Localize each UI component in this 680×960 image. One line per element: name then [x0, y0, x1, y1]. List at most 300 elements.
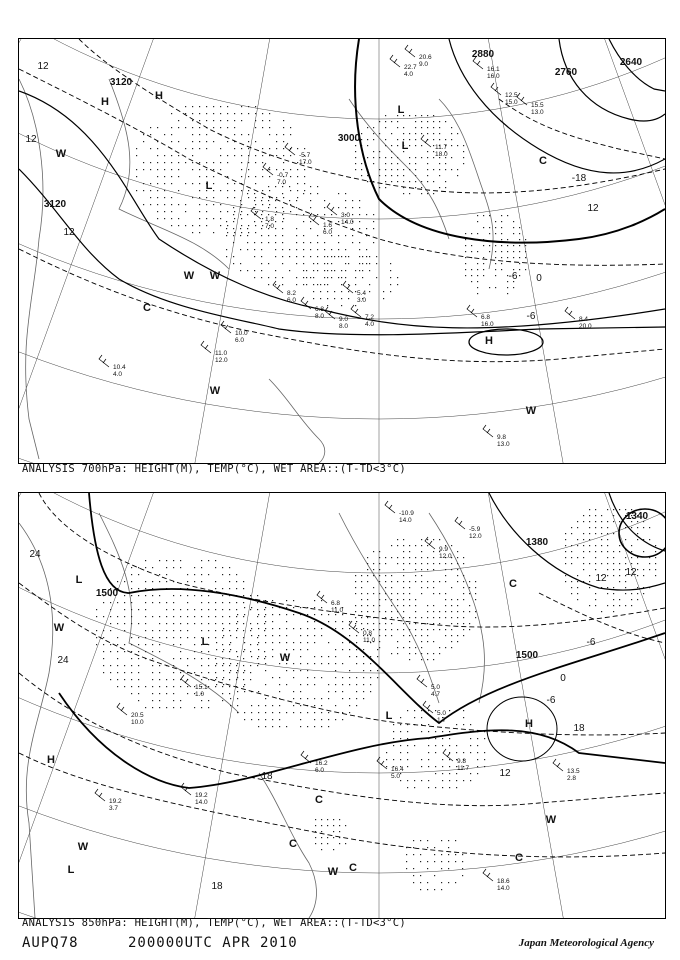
- station-dewpoint-depression: 13.0: [531, 109, 544, 116]
- wet-area-dot: [150, 183, 151, 184]
- wet-area-dot: [625, 605, 626, 606]
- wet-area-dot: [300, 705, 301, 706]
- wet-area-dot: [269, 204, 270, 205]
- wet-area-dot: [307, 663, 308, 664]
- wet-area-dot: [631, 527, 632, 528]
- wet-area-dot: [227, 183, 228, 184]
- wet-area-dot: [489, 227, 490, 228]
- wet-area-dot: [173, 644, 174, 645]
- wet-area-dot: [324, 214, 325, 215]
- wet-area-dot: [409, 139, 410, 140]
- wet-area-dot: [409, 653, 410, 654]
- wet-area-dot: [577, 527, 578, 528]
- wet-area-dot: [199, 197, 200, 198]
- station-dewpoint-depression: 1.7: [437, 717, 447, 724]
- wet-area-dot: [262, 148, 263, 149]
- wet-area-dot: [421, 551, 422, 552]
- wet-area-dot: [131, 616, 132, 617]
- wet-area-dot: [257, 595, 258, 596]
- wet-area-dot: [240, 207, 241, 208]
- wet-area-dot: [244, 607, 245, 608]
- wet-area-dot: [159, 602, 160, 603]
- wet-area-dot: [421, 766, 422, 767]
- wet-area-dot: [272, 656, 273, 657]
- wet-area-dot: [321, 719, 322, 720]
- wet-area-dot: [157, 204, 158, 205]
- station-temperature: 11.0: [215, 350, 228, 357]
- wet-area-dot: [445, 581, 446, 582]
- wet-area-dot: [275, 249, 276, 250]
- wet-area-dot: [414, 745, 415, 746]
- wet-area-dot: [216, 684, 217, 685]
- wet-area-dot: [213, 141, 214, 142]
- wet-area-dot: [341, 256, 342, 257]
- wet-area-dot: [180, 595, 181, 596]
- meridian-line: [19, 493, 379, 918]
- wet-area-dot: [369, 263, 370, 264]
- wet-area-dot: [409, 169, 410, 170]
- wet-area-dot: [159, 651, 160, 652]
- wet-area-dot: [469, 581, 470, 582]
- wet-area-dot: [317, 214, 318, 215]
- wet-area-dot: [222, 644, 223, 645]
- wet-area-dot: [199, 218, 200, 219]
- wet-area-dot: [367, 563, 368, 564]
- wet-area-dot: [208, 651, 209, 652]
- wet-area-dot: [215, 658, 216, 659]
- wet-area-dot: [152, 567, 153, 568]
- wet-area-dot: [208, 658, 209, 659]
- wet-area-dot: [296, 207, 297, 208]
- wet-area-dot: [421, 145, 422, 146]
- station-dewpoint-depression: 12.0: [215, 357, 228, 364]
- wet-area-dot: [463, 710, 464, 711]
- wet-area-dot: [227, 155, 228, 156]
- wet-area-dot: [471, 281, 472, 282]
- wet-area-dot: [157, 176, 158, 177]
- wet-area-dot: [489, 251, 490, 252]
- wet-area-dot: [457, 557, 458, 558]
- wet-area-dot: [321, 677, 322, 678]
- wet-area-dot: [150, 204, 151, 205]
- wet-area-dot: [613, 509, 614, 510]
- wet-area-dot: [577, 557, 578, 558]
- wet-area-dot: [643, 593, 644, 594]
- wet-area-dot: [420, 889, 421, 890]
- pressure-system-label: L: [75, 574, 83, 586]
- wet-area-dot: [483, 269, 484, 270]
- wet-area-dot: [243, 686, 244, 687]
- wet-area-dot: [355, 587, 356, 588]
- wet-area-dot: [421, 563, 422, 564]
- wet-area-dot: [470, 738, 471, 739]
- wet-area-dot: [385, 145, 386, 146]
- wet-area-dot: [377, 656, 378, 657]
- wet-area-dot: [293, 698, 294, 699]
- wet-area-dot: [314, 719, 315, 720]
- wet-area-dot: [110, 609, 111, 610]
- wet-area-dot: [442, 738, 443, 739]
- wet-area-dot: [208, 679, 209, 680]
- wet-area-dot: [258, 719, 259, 720]
- wet-area-dot: [415, 187, 416, 188]
- wet-area-dot: [328, 656, 329, 657]
- wet-area-dot: [265, 726, 266, 727]
- wet-area-dot: [655, 569, 656, 570]
- wet-area-dot: [427, 635, 428, 636]
- wet-area-dot: [348, 298, 349, 299]
- wet-area-dot: [427, 115, 428, 116]
- wet-area-dot: [258, 691, 259, 692]
- wet-area-dot: [363, 663, 364, 664]
- wet-area-dot: [229, 630, 230, 631]
- wet-area-dot: [166, 616, 167, 617]
- station-temperature: 9.8: [497, 434, 507, 441]
- wet-area-dot: [145, 567, 146, 568]
- wet-area-dot: [355, 145, 356, 146]
- wet-area-dot: [275, 228, 276, 229]
- wet-area-dot: [262, 162, 263, 163]
- wet-area-dot: [495, 263, 496, 264]
- wet-area-dot: [415, 181, 416, 182]
- wet-area-dot: [397, 605, 398, 606]
- wet-area-dot: [138, 658, 139, 659]
- wet-area-dot: [415, 629, 416, 630]
- wet-area-dot: [595, 545, 596, 546]
- wet-area-dot: [293, 663, 294, 664]
- wet-area-dot: [229, 623, 230, 624]
- wet-area-dot: [283, 127, 284, 128]
- wet-area-dot: [333, 825, 334, 826]
- wet-area-dot: [475, 593, 476, 594]
- wet-area-dot: [484, 766, 485, 767]
- wet-area-dot: [247, 235, 248, 236]
- wet-area-dot: [269, 127, 270, 128]
- wet-area-dot: [180, 560, 181, 561]
- wet-area-dot: [361, 139, 362, 140]
- wet-area-dot: [247, 228, 248, 229]
- wet-area-dot: [428, 759, 429, 760]
- wet-area-dot: [173, 658, 174, 659]
- temp-isotherm: [79, 39, 665, 193]
- wet-area-dot: [421, 647, 422, 648]
- wet-area-dot: [306, 277, 307, 278]
- wet-area-dot: [442, 773, 443, 774]
- wet-area-dot: [178, 155, 179, 156]
- wet-area-dot: [247, 214, 248, 215]
- wet-area-dot: [117, 616, 118, 617]
- station-temperature: 18.6: [497, 878, 510, 885]
- wet-area-dot: [403, 647, 404, 648]
- wet-area-dot: [420, 854, 421, 855]
- wet-area-dot: [463, 611, 464, 612]
- wet-area-dot: [435, 787, 436, 788]
- wet-area-dot: [138, 644, 139, 645]
- wet-area-dot: [456, 780, 457, 781]
- wet-area-dot: [187, 616, 188, 617]
- wet-area-dot: [367, 611, 368, 612]
- wet-area-dot: [451, 133, 452, 134]
- wet-area-dot: [201, 623, 202, 624]
- wet-area-dot: [434, 861, 435, 862]
- wet-area-dot: [187, 574, 188, 575]
- wet-area-dot: [376, 263, 377, 264]
- wet-area-dot: [415, 133, 416, 134]
- wet-area-dot: [342, 677, 343, 678]
- wet-area-dot: [355, 593, 356, 594]
- wet-area-dot: [428, 780, 429, 781]
- station-dewpoint-depression: 11.7: [457, 765, 470, 772]
- wet-area-dot: [237, 621, 238, 622]
- wet-area-dot: [571, 533, 572, 534]
- wet-area-dot: [229, 672, 230, 673]
- pressure-system-label: W: [53, 622, 65, 634]
- wet-area-dot: [233, 235, 234, 236]
- wet-area-dot: [507, 245, 508, 246]
- wet-area-dot: [171, 218, 172, 219]
- station-dewpoint-depression: 14.0: [497, 885, 510, 892]
- wet-area-dot: [397, 157, 398, 158]
- coastline: [429, 513, 484, 703]
- wet-area-dot: [409, 563, 410, 564]
- wet-area-dot: [282, 263, 283, 264]
- wet-area-dot: [257, 637, 258, 638]
- wet-area-dot: [495, 269, 496, 270]
- station-dewpoint-depression: 11.0: [363, 637, 376, 644]
- wet-area-dot: [194, 658, 195, 659]
- wet-area-dot: [215, 679, 216, 680]
- wind-barb: [117, 703, 127, 715]
- wet-area-dot: [379, 635, 380, 636]
- wet-area-dot: [607, 521, 608, 522]
- wet-area-dot: [649, 569, 650, 570]
- wet-area-dot: [361, 163, 362, 164]
- wet-area-dot: [255, 127, 256, 128]
- wet-area-dot: [206, 176, 207, 177]
- wet-area-dot: [403, 629, 404, 630]
- wet-area-dot: [342, 614, 343, 615]
- wet-area-dot: [282, 214, 283, 215]
- caption-850hpa: ANALYSIS 850hPa: HEIGHT(M), TEMP(°C), WET AREA::(T-TD<3°C): [22, 917, 407, 929]
- wet-area-dot: [427, 181, 428, 182]
- wet-area-dot: [124, 609, 125, 610]
- wet-area-dot: [131, 595, 132, 596]
- wet-area-dot: [428, 731, 429, 732]
- wet-area-dot: [345, 235, 346, 236]
- wet-area-dot: [397, 653, 398, 654]
- chart-code: AUPQ78: [22, 935, 79, 951]
- wet-area-dot: [110, 651, 111, 652]
- wet-area-dot: [328, 691, 329, 692]
- wet-area-dot: [131, 623, 132, 624]
- wet-area-dot: [441, 861, 442, 862]
- wet-area-dot: [180, 630, 181, 631]
- wet-area-dot: [324, 207, 325, 208]
- wet-area-dot: [433, 139, 434, 140]
- wet-area-dot: [471, 245, 472, 246]
- wet-area-dot: [286, 628, 287, 629]
- wet-area-dot: [164, 211, 165, 212]
- wet-area-dot: [307, 614, 308, 615]
- temp-isotherm: [19, 673, 665, 806]
- wet-area-dot: [303, 270, 304, 271]
- wet-area-dot: [286, 649, 287, 650]
- wet-area-dot: [166, 567, 167, 568]
- wet-area-dot: [324, 249, 325, 250]
- wet-area-dot: [361, 599, 362, 600]
- wet-area-dot: [352, 214, 353, 215]
- wet-area-dot: [414, 787, 415, 788]
- wet-area-dot: [373, 214, 374, 215]
- wet-area-dot: [152, 686, 153, 687]
- wet-area-dot: [349, 670, 350, 671]
- wet-area-dot: [244, 614, 245, 615]
- wet-area-dot: [229, 588, 230, 589]
- wet-area-dot: [625, 587, 626, 588]
- wet-area-dot: [152, 672, 153, 673]
- wet-area-dot: [366, 214, 367, 215]
- temperature-label: 18: [573, 723, 585, 734]
- wet-area-dot: [275, 214, 276, 215]
- wet-area-dot: [187, 665, 188, 666]
- wet-area-dot: [421, 593, 422, 594]
- wet-area-dot: [513, 233, 514, 234]
- wet-area-dot: [407, 787, 408, 788]
- wet-area-dot: [463, 623, 464, 624]
- wet-area-dot: [391, 581, 392, 582]
- wet-area-dot: [230, 663, 231, 664]
- wet-area-dot: [248, 106, 249, 107]
- wet-area-dot: [342, 719, 343, 720]
- wet-area-dot: [403, 623, 404, 624]
- wet-area-dot: [234, 190, 235, 191]
- wet-area-dot: [421, 127, 422, 128]
- wet-area-dot: [475, 611, 476, 612]
- wet-area-dot: [379, 575, 380, 576]
- wet-area-dot: [445, 121, 446, 122]
- wet-area-dot: [455, 854, 456, 855]
- wet-area-dot: [334, 270, 335, 271]
- chart-footer: [0, 933, 680, 955]
- wet-area-dot: [201, 707, 202, 708]
- wet-area-dot: [234, 211, 235, 212]
- wet-area-dot: [339, 843, 340, 844]
- wet-area-dot: [283, 134, 284, 135]
- wet-area-dot: [421, 121, 422, 122]
- wet-area-dot: [403, 133, 404, 134]
- wet-area-dot: [409, 551, 410, 552]
- wet-area-dot: [463, 563, 464, 564]
- temperature-label: 12: [625, 567, 637, 578]
- station-temperature: 9.0: [339, 316, 349, 323]
- wet-area-dot: [254, 193, 255, 194]
- wet-area-dot: [216, 663, 217, 664]
- wet-area-dot: [565, 545, 566, 546]
- wet-area-dot: [257, 658, 258, 659]
- wet-area-dot: [150, 148, 151, 149]
- wet-area-dot: [243, 672, 244, 673]
- wet-area-dot: [373, 221, 374, 222]
- wet-area-dot: [314, 677, 315, 678]
- wet-area-dot: [393, 731, 394, 732]
- wet-area-dot: [400, 724, 401, 725]
- wet-area-dot: [448, 847, 449, 848]
- wet-area-dot: [327, 837, 328, 838]
- wet-area-dot: [519, 275, 520, 276]
- wet-area-dot: [409, 599, 410, 600]
- wet-area-dot: [338, 256, 339, 257]
- wet-area-dot: [433, 551, 434, 552]
- wet-area-dot: [220, 120, 221, 121]
- wet-area-dot: [356, 649, 357, 650]
- wet-area-dot: [315, 843, 316, 844]
- wet-area-dot: [362, 277, 363, 278]
- wet-area-dot: [136, 190, 137, 191]
- wet-area-dot: [199, 113, 200, 114]
- wet-area-dot: [356, 635, 357, 636]
- wet-area-dot: [457, 569, 458, 570]
- wet-area-dot: [117, 679, 118, 680]
- wet-area-dot: [251, 635, 252, 636]
- wet-area-dot: [367, 581, 368, 582]
- wet-area-dot: [421, 181, 422, 182]
- wet-area-dot: [234, 197, 235, 198]
- wet-area-dot: [159, 623, 160, 624]
- station-temperature: 20.5: [131, 712, 144, 719]
- wet-area-dot: [233, 214, 234, 215]
- wet-area-dot: [222, 637, 223, 638]
- wet-area-dot: [152, 595, 153, 596]
- wet-area-dot: [117, 644, 118, 645]
- wet-area-dot: [409, 581, 410, 582]
- wet-area-dot: [427, 121, 428, 122]
- wet-area-dot: [206, 141, 207, 142]
- wet-area-dot: [655, 545, 656, 546]
- wet-area-dot: [131, 637, 132, 638]
- wet-area-dot: [421, 617, 422, 618]
- wet-area-dot: [391, 605, 392, 606]
- wet-area-dot: [507, 287, 508, 288]
- wet-area-dot: [248, 190, 249, 191]
- wet-area-dot: [164, 155, 165, 156]
- wet-area-dot: [324, 270, 325, 271]
- wet-area-dot: [243, 630, 244, 631]
- wet-area-dot: [96, 616, 97, 617]
- wet-area-dot: [192, 155, 193, 156]
- wet-area-dot: [367, 127, 368, 128]
- wet-area-dot: [296, 256, 297, 257]
- map-850hpa: [18, 492, 666, 919]
- wind-barb: [443, 749, 453, 761]
- wet-area-dot: [379, 623, 380, 624]
- wet-area-dot: [321, 726, 322, 727]
- wet-area-dot: [314, 628, 315, 629]
- wet-area-dot: [501, 263, 502, 264]
- wet-area-dot: [415, 557, 416, 558]
- wet-area-dot: [124, 651, 125, 652]
- wet-area-dot: [356, 642, 357, 643]
- wet-area-dot: [403, 617, 404, 618]
- wet-area-dot: [220, 225, 221, 226]
- wet-area-dot: [475, 617, 476, 618]
- wet-area-dot: [456, 745, 457, 746]
- wet-area-dot: [391, 599, 392, 600]
- wet-area-dot: [477, 287, 478, 288]
- wet-area-dot: [234, 127, 235, 128]
- wet-area-dot: [199, 134, 200, 135]
- wet-area-dot: [409, 629, 410, 630]
- wet-area-dot: [237, 663, 238, 664]
